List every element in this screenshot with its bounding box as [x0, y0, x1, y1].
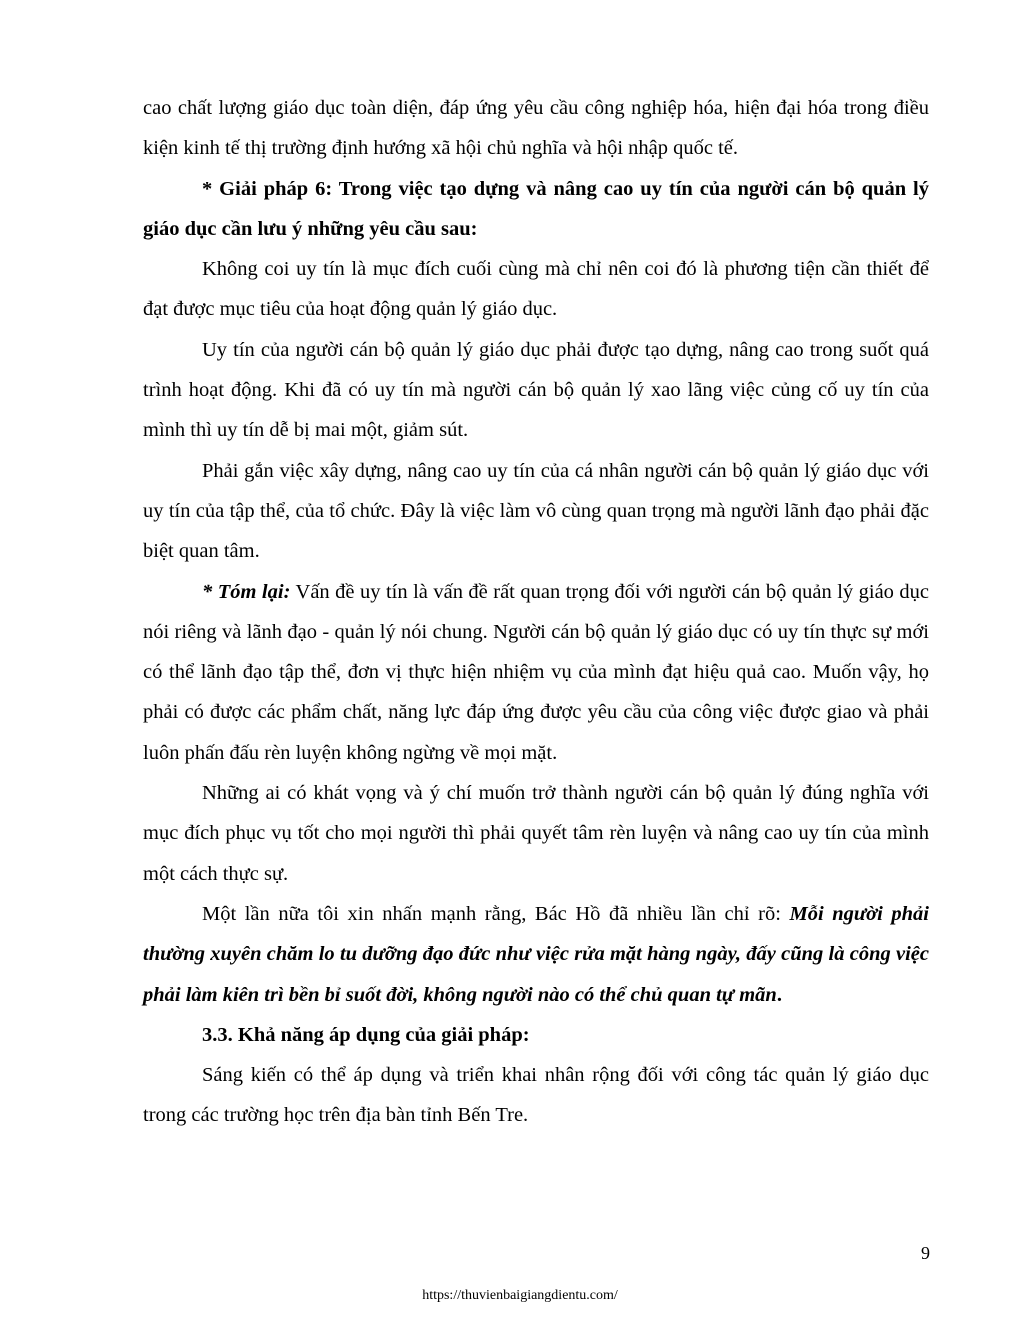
paragraph: Sáng kiến có thể áp dụng và triển khai nhân rộng đối với công tác quản lý giáo dục trong các trường học trên địa bàn tỉnh Bến Tre. [143, 1064, 929, 1127]
paragraph: Không coi uy tín là mục đích cuối cùng mà chỉ nên coi đó là phương tiện cần thiết để đạt được mục tiêu của hoạt động quản lý giáo dục. [143, 258, 929, 321]
summary-text: Vấn đề uy tín là vấn đề rất quan trọng đối với người cán bộ quản lý giáo dục nói riêng và lãnh đạo - quản lý nói chung. Người cán bộ quản lý giáo dục có uy tín thực sự mới có thể lãnh đạo tập thể, đơn vị thực hiện nhiệm vụ của mình đạt hiệu quả cao. Muốn vậy, họ phải có được các phẩm chất, năng lực đáp ứng được yêu cầu của công việc được giao và phải luôn phấn đấu rèn luyện không ngừng về mọi mặt. [143, 580, 930, 764]
page-number: 9 [921, 1243, 930, 1263]
paragraph: cao chất lượng giáo dục toàn diện, đáp ứng yêu cầu công nghiệp hóa, hiện đại hóa trong điều kiện kinh tế thị trường định hướng xã hội chủ nghĩa và hội nhập quốc tế. [143, 97, 929, 160]
paragraph: Uy tín của người cán bộ quản lý giáo dục phải được tạo dựng, nâng cao trong suốt quá trình hoạt động. Khi đã có uy tín mà người cán bộ quản lý xao lãng việc củng cố uy tín của mình thì uy tín dễ bị mai một, giảm sút. [143, 338, 929, 442]
paragraph: Phải gắn việc xây dựng, nâng cao uy tín của cá nhân người cán bộ quản lý giáo dục với uy tín của tập thể, của tổ chức. Đây là việc làm vô cùng quan trọng mà người lãnh đạo phải đặc biệt quan tâm. [143, 459, 929, 563]
quote-end: . [776, 983, 782, 1006]
document-body [143, 88, 929, 1136]
ho-chi-minh-quote: Mỗi người phải thường xuyên chăm lo tu dưỡng đạo đức như việc rửa mặt hàng ngày, đấy cũng là công việc phải làm kiên trì bền bỉ suốt đời, không người nào có thể chủ quan tự mãn [143, 902, 929, 1006]
paragraph: Những ai có khát vọng và ý chí muốn trở thành người cán bộ quản lý đúng nghĩa với mục đích phục vụ tốt cho mọi người thì phải quyết tâm rèn luyện và nâng cao uy tín của mình một cách thực sự. [143, 782, 929, 885]
section-heading: 3.3. Khả năng áp dụng của giải pháp: [202, 1023, 530, 1046]
footer-url: https://thuvienbaigiangdientu.com/ [422, 1288, 618, 1303]
quote-paragraph [143, 894, 929, 1015]
summary-label: * Tóm lại: [202, 580, 291, 603]
solution-6-heading: * Giải pháp 6: Trong việc tạo dựng và nâng cao uy tín của người cán bộ quản lý giáo dục cần lưu ý những yêu cầu sau: [143, 177, 929, 240]
summary-paragraph [143, 572, 929, 773]
quote-intro: Một lần nữa tôi xin nhấn mạnh rằng, Bác Hồ đã nhiều lần chỉ rõ: [202, 902, 790, 925]
